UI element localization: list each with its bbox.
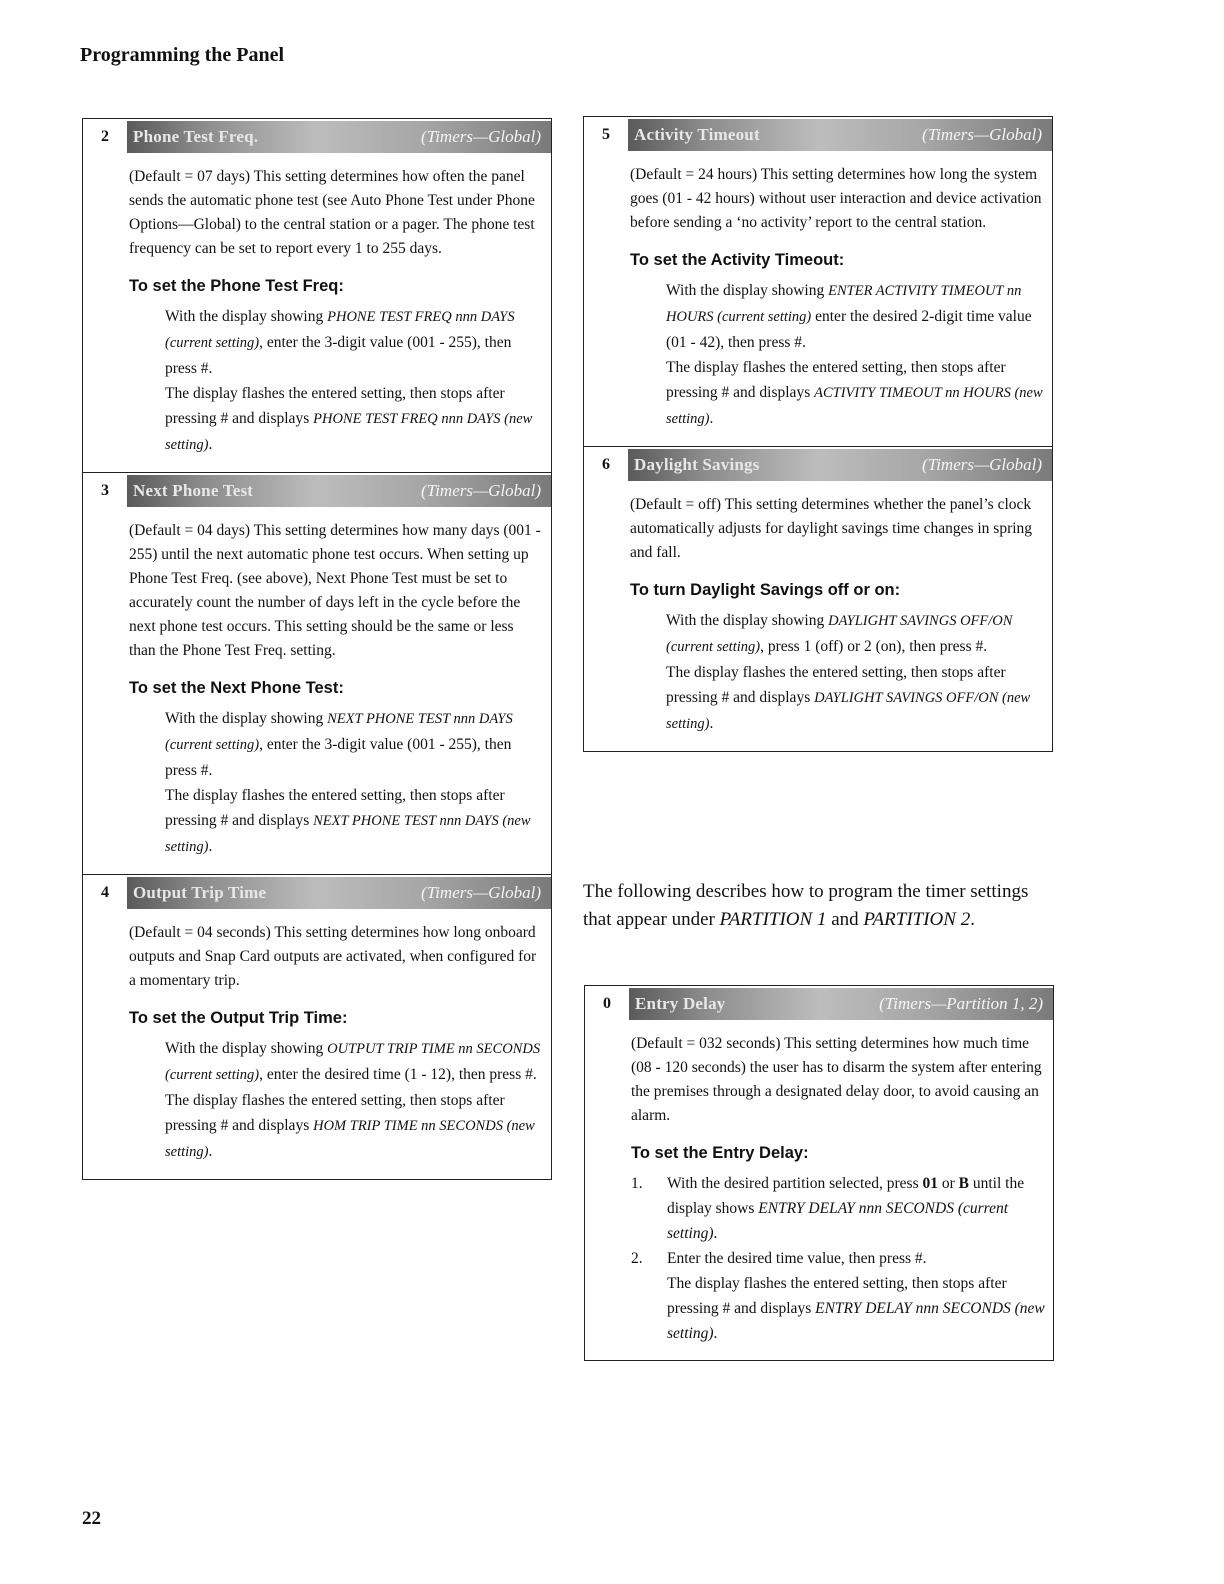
setting-category: (Timers—Global) xyxy=(421,481,541,500)
instruction-text: . xyxy=(709,410,714,427)
intro-term: PARTITION 1 xyxy=(719,909,827,930)
procedure-instructions xyxy=(165,1036,543,1165)
setting-box-entry-delay xyxy=(584,985,1054,1361)
setting-title-bar xyxy=(127,877,551,909)
setting-number: 5 xyxy=(602,126,610,143)
procedure-heading: To set the Output Trip Time: xyxy=(129,1009,348,1027)
left-column xyxy=(82,118,552,1180)
procedure-instructions xyxy=(666,278,1044,432)
setting-category: (Timers—Global) xyxy=(922,125,1042,144)
intro-text: The following describes how to program the timer settings that appear under xyxy=(583,881,1029,930)
instruction-text: . xyxy=(713,1225,718,1242)
instruction-text: . xyxy=(208,838,213,855)
setting-title: Next Phone Test xyxy=(133,481,254,500)
instruction-text: , press 1 (off) or 2 (on), then press #. xyxy=(760,638,988,655)
setting-box-output-trip-time xyxy=(82,875,552,1180)
instruction-text: With the desired partition selected, press xyxy=(667,1175,923,1192)
procedure-step xyxy=(631,1246,1045,1346)
entry-delay-column xyxy=(584,985,1054,1361)
instruction-text: With the display showing xyxy=(165,710,328,727)
page-number: 22 xyxy=(82,1508,101,1529)
instruction-text: or xyxy=(937,1175,959,1192)
setting-title: Entry Delay xyxy=(635,994,726,1013)
display-message: DAYLIGHT SAVINGS OFF/ON (new setting) xyxy=(666,690,1031,732)
page-title: Programming the Panel xyxy=(80,44,285,66)
setting-title-bar xyxy=(127,121,551,153)
setting-category: (Timers—Global) xyxy=(922,455,1042,474)
display-message: PHONE TEST FREQ nnn DAYS (new setting) xyxy=(165,411,533,453)
step-number: 1. xyxy=(631,1175,643,1192)
setting-description: (Default = 04 seconds) This setting determines how long onboard outputs and Snap Card outputs are activated, when configured for a momentary trip. xyxy=(129,924,537,989)
setting-box-activity-timeout xyxy=(583,116,1053,447)
instruction-text: The display flashes the entered setting, then stops after pressing # and displays xyxy=(165,385,505,427)
setting-category: (Timers—Partition 1, 2) xyxy=(879,994,1043,1013)
instruction-text: Enter the desired time value, then press #. xyxy=(667,1250,927,1267)
setting-description: (Default = 04 days) This setting determines how many days (001 - 255) until the next automatic phone test occurs. When setting up Phone Test Freq. (see above), Next Phone Test must be set to accurately count the number of days left in the cycle before the next phone test occurs. This setting should be the same or less than the Phone Test Freq. setting. xyxy=(129,522,541,659)
instruction-text: The display flashes the entered setting, then stops after pressing # and displays xyxy=(165,1092,505,1134)
setting-category: (Timers—Global) xyxy=(421,127,541,146)
display-message: ENTRY DELAY nnn SECONDS (current setting) xyxy=(667,1200,1009,1242)
instruction-text: , enter the 3-digit value (001 - 255), then press #. xyxy=(165,736,512,779)
setting-number: 3 xyxy=(101,482,109,499)
setting-title-bar xyxy=(628,119,1052,151)
instruction-text: , enter the desired time (1 - 12), then press #. xyxy=(259,1066,537,1083)
instruction-text: The display flashes the entered setting, then stops after pressing # and displays xyxy=(667,1275,1007,1317)
instruction-text: With the display showing xyxy=(165,308,328,325)
procedure-heading: To set the Activity Timeout: xyxy=(630,251,845,269)
instruction-text: . xyxy=(208,1143,213,1160)
setting-title: Phone Test Freq. xyxy=(133,127,259,146)
display-message: OUTPUT TRIP TIME nn SECONDS (current setting) xyxy=(165,1041,541,1083)
setting-number: 6 xyxy=(602,456,610,473)
display-message: DAYLIGHT SAVINGS OFF/ON (current setting) xyxy=(666,613,1013,655)
display-message: ENTRY DELAY nnn SECONDS (new setting) xyxy=(667,1300,1045,1342)
display-message: PHONE TEST FREQ nnn DAYS (current setting) xyxy=(165,309,515,351)
setting-number: 0 xyxy=(603,995,611,1012)
instruction-text: With the display showing xyxy=(666,282,829,299)
setting-category: (Timers—Global) xyxy=(421,883,541,902)
setting-number: 4 xyxy=(101,884,109,901)
setting-box-phone-test-freq xyxy=(82,118,552,473)
key-name: B xyxy=(958,1175,969,1192)
display-message: NEXT PHONE TEST nnn DAYS (current setting) xyxy=(165,711,513,753)
display-message: ENTER ACTIVITY TIMEOUT nn HOURS (current setting) xyxy=(666,283,1022,325)
instruction-text: . xyxy=(208,436,213,453)
setting-header xyxy=(83,119,551,155)
right-column xyxy=(583,116,1053,752)
instruction-text: The display flashes the entered setting, then stops after pressing # and displays xyxy=(666,664,1006,706)
setting-title: Activity Timeout xyxy=(634,125,760,144)
partition-intro-paragraph xyxy=(583,878,1053,934)
procedure-heading: To turn Daylight Savings off or on: xyxy=(630,581,901,599)
step-text xyxy=(667,1246,1045,1346)
intro-text: and xyxy=(826,909,864,930)
setting-title-bar xyxy=(628,449,1052,481)
instruction-text: With the display showing xyxy=(165,1040,328,1057)
procedure-instructions xyxy=(666,608,1044,737)
setting-description: (Default = 032 seconds) This setting determines how much time (08 - 120 seconds) the user has to disarm the system after entering the premises through a designated delay door, to avoid causing an alarm. xyxy=(631,1035,1042,1124)
instruction-text: until the display shows xyxy=(667,1175,1025,1217)
setting-header xyxy=(83,875,551,911)
procedure-steps xyxy=(631,1171,1045,1346)
setting-box-daylight-savings xyxy=(583,447,1053,752)
step-number: 2. xyxy=(631,1250,643,1267)
instruction-text: The display flashes the entered setting, then stops after pressing # and displays xyxy=(666,359,1006,401)
key-name: 01 xyxy=(922,1175,938,1192)
setting-title-bar xyxy=(127,475,551,507)
display-message: HOM TRIP TIME nn SECONDS (new setting) xyxy=(165,1118,535,1160)
step-text xyxy=(667,1171,1045,1246)
setting-description: (Default = 07 days) This setting determines how often the panel sends the automatic phone test (see Auto Phone Test under Phone Options—Global) to the central station or a pager. The phone test frequency can be set to report every 1 to 255 days. xyxy=(129,168,535,257)
instruction-text: The display flashes the entered setting, then stops after pressing # and displays xyxy=(165,787,505,829)
procedure-heading: To set the Phone Test Freq: xyxy=(129,277,344,295)
setting-description: (Default = 24 hours) This setting determines how long the system goes (01 - 42 hours) without user interaction and device activation before sending a ‘no activity’ report to the central station. xyxy=(630,166,1042,231)
setting-description: (Default = off) This setting determines whether the panel’s clock automatically adjusts for daylight savings time changes in spring and fall. xyxy=(630,496,1033,561)
setting-header xyxy=(585,986,1053,1022)
procedure-heading: To set the Next Phone Test: xyxy=(129,679,344,697)
intro-term: PARTITION 2 xyxy=(863,909,971,930)
setting-box-next-phone-test xyxy=(82,473,552,875)
setting-title: Daylight Savings xyxy=(634,455,760,474)
instruction-text: , enter the 3-digit value (001 - 255), then press #. xyxy=(165,334,512,377)
procedure-instructions xyxy=(165,706,543,860)
intro-text: . xyxy=(970,909,975,930)
procedure-step xyxy=(631,1171,1045,1246)
setting-title-bar xyxy=(629,988,1053,1020)
setting-header xyxy=(584,447,1052,483)
procedure-heading: To set the Entry Delay: xyxy=(631,1144,809,1162)
procedure-instructions xyxy=(165,304,543,458)
instruction-text: . xyxy=(713,1325,718,1342)
instruction-text: . xyxy=(709,715,714,732)
instruction-text: enter the desired 2-digit time value (01 - 42), then press #. xyxy=(666,308,1032,351)
setting-header xyxy=(83,473,551,509)
instruction-text: With the display showing xyxy=(666,612,829,629)
display-message: ACTIVITY TIMEOUT nn HOURS (new setting) xyxy=(666,385,1043,427)
setting-number: 2 xyxy=(101,128,109,145)
setting-title: Output Trip Time xyxy=(133,883,267,902)
setting-header xyxy=(584,117,1052,153)
display-message: NEXT PHONE TEST nnn DAYS (new setting) xyxy=(165,813,531,855)
